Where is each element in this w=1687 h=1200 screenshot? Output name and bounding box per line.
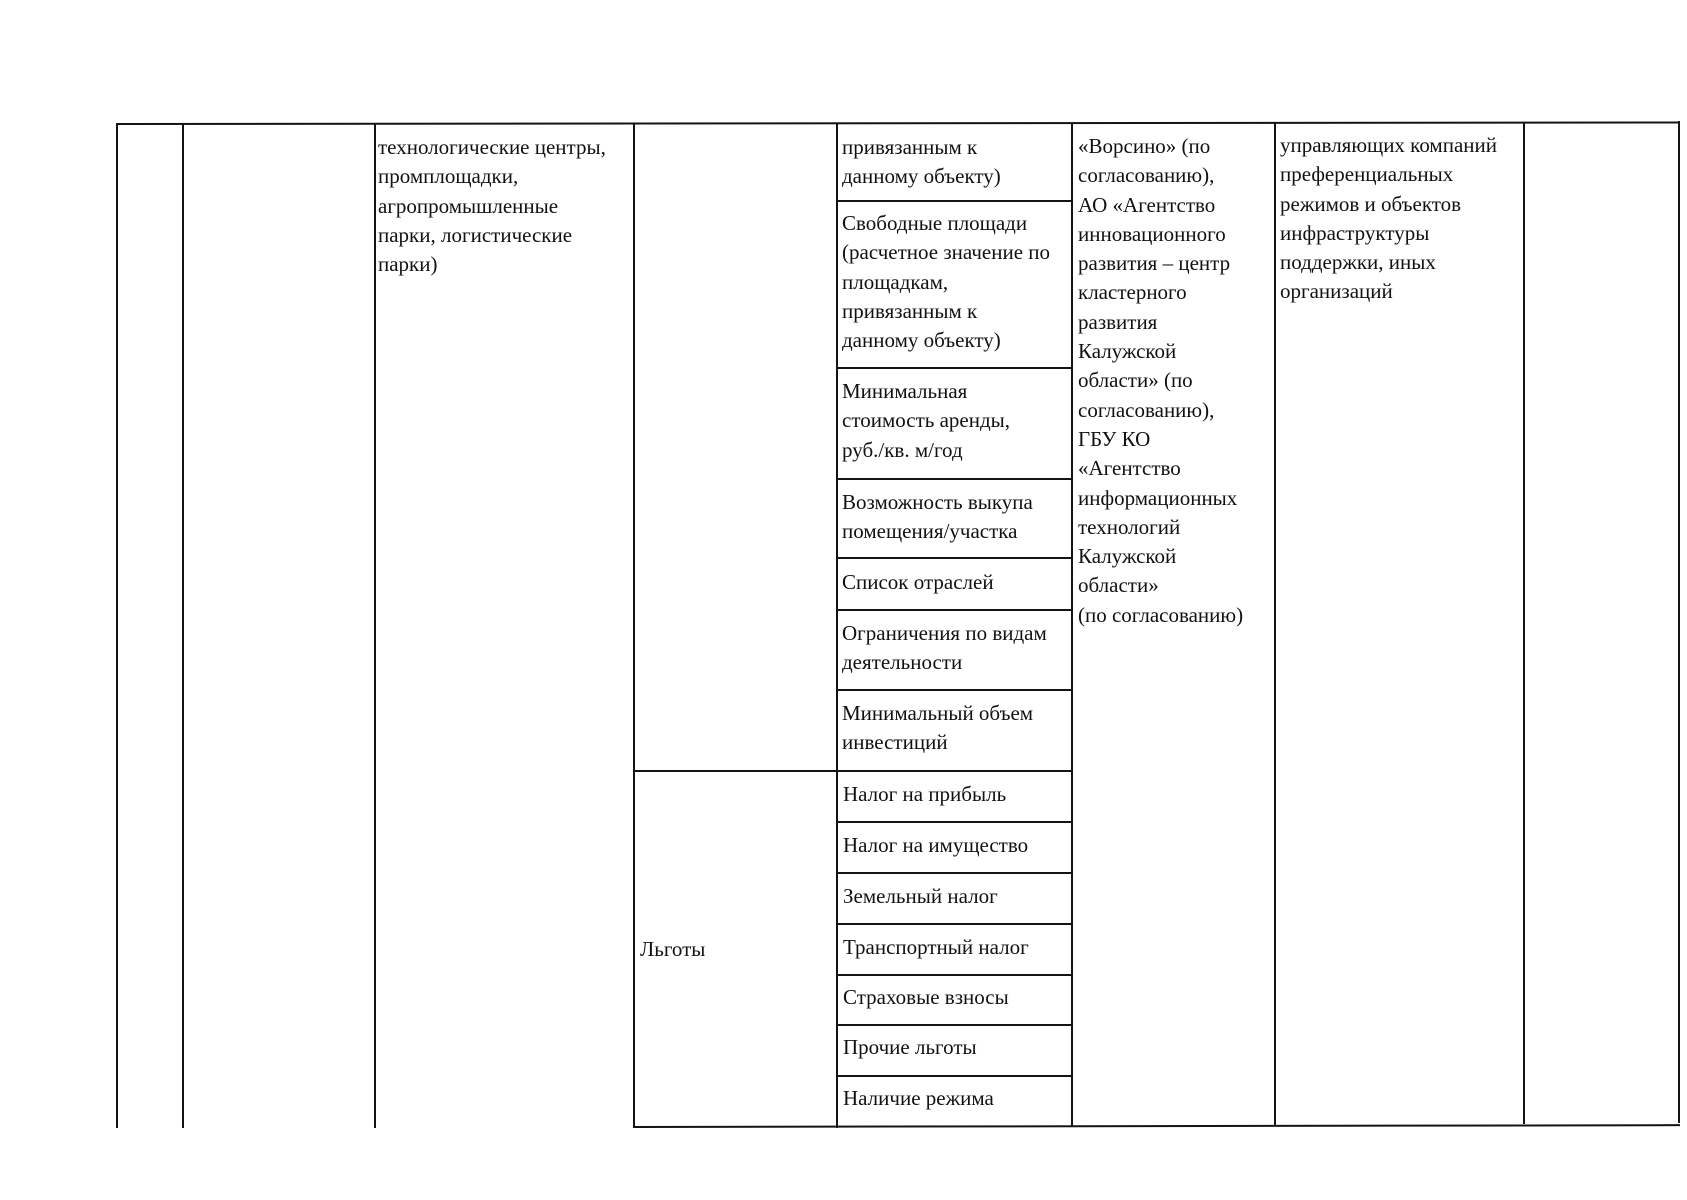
col-line-1 (116, 124, 118, 1128)
row-separator (836, 821, 1073, 823)
group-separator (633, 770, 838, 772)
benefit-cell: Налог на прибыль (843, 782, 1007, 806)
row-separator (836, 609, 1073, 611)
row-separator (836, 1024, 1073, 1026)
col-line-7 (1274, 123, 1276, 1126)
object-types-text: технологические центры, промплощадки, агропромышленные парки, логистические парки) (378, 135, 606, 277)
row-separator (836, 689, 1073, 691)
col-line-3 (374, 124, 376, 1128)
table-bottom-border (633, 1124, 1680, 1128)
row-separator (836, 770, 1073, 772)
indicator-cell: Минимальный объем инвестиций (842, 701, 1034, 755)
col-line-4 (633, 124, 635, 1128)
row-separator (836, 200, 1073, 202)
indicator-cell: Список отраслей (842, 570, 994, 594)
col-line-5 (836, 124, 838, 1128)
row-separator (836, 367, 1073, 369)
row-separator (836, 974, 1073, 976)
column7-text: управляющих компаний преференциальных режимов и объектов инфраструктуры поддержки, иных организаций (1280, 133, 1497, 304)
responsible-organizations-text: «Ворсино» (по согласованию), АО «Агентство инновационного развития – центр кластерного развития Калужской области» (по согласованию), ГБУ КО «Агентство информационных технологий Калужской области» (по согласованию) (1078, 134, 1244, 627)
row-separator (836, 557, 1073, 559)
col-line-8 (1523, 122, 1525, 1124)
benefit-cell: Наличие режима (843, 1086, 994, 1110)
row-separator (836, 478, 1073, 480)
col-line-9 (1678, 121, 1680, 1123)
row-separator (836, 1075, 1073, 1077)
row-separator (836, 923, 1073, 925)
row-separator (836, 872, 1073, 874)
benefit-cell: Страховые взносы (843, 985, 1009, 1009)
table-top-border (116, 121, 1679, 125)
indicator-cell: Свободные площади (расчетное значение по площадкам, привязанным к данному объекту) (842, 211, 1051, 353)
benefits-group-label: Льготы (640, 937, 706, 961)
indicator-cell: Минимальная стоимость аренды, руб./кв. м/год (842, 379, 1011, 462)
indicator-cell: Ограничения по видам деятельности (842, 621, 1047, 675)
benefit-cell: Земельный налог (843, 884, 998, 908)
benefit-cell: Прочие льготы (843, 1035, 977, 1059)
benefit-cell: Налог на имущество (843, 833, 1029, 857)
indicator-cell: привязанным к данному объекту) (842, 135, 1001, 189)
indicator-cell: Возможность выкупа помещения/участка (842, 490, 1033, 544)
col-line-2 (182, 124, 184, 1128)
benefit-cell: Транспортный налог (843, 935, 1029, 959)
